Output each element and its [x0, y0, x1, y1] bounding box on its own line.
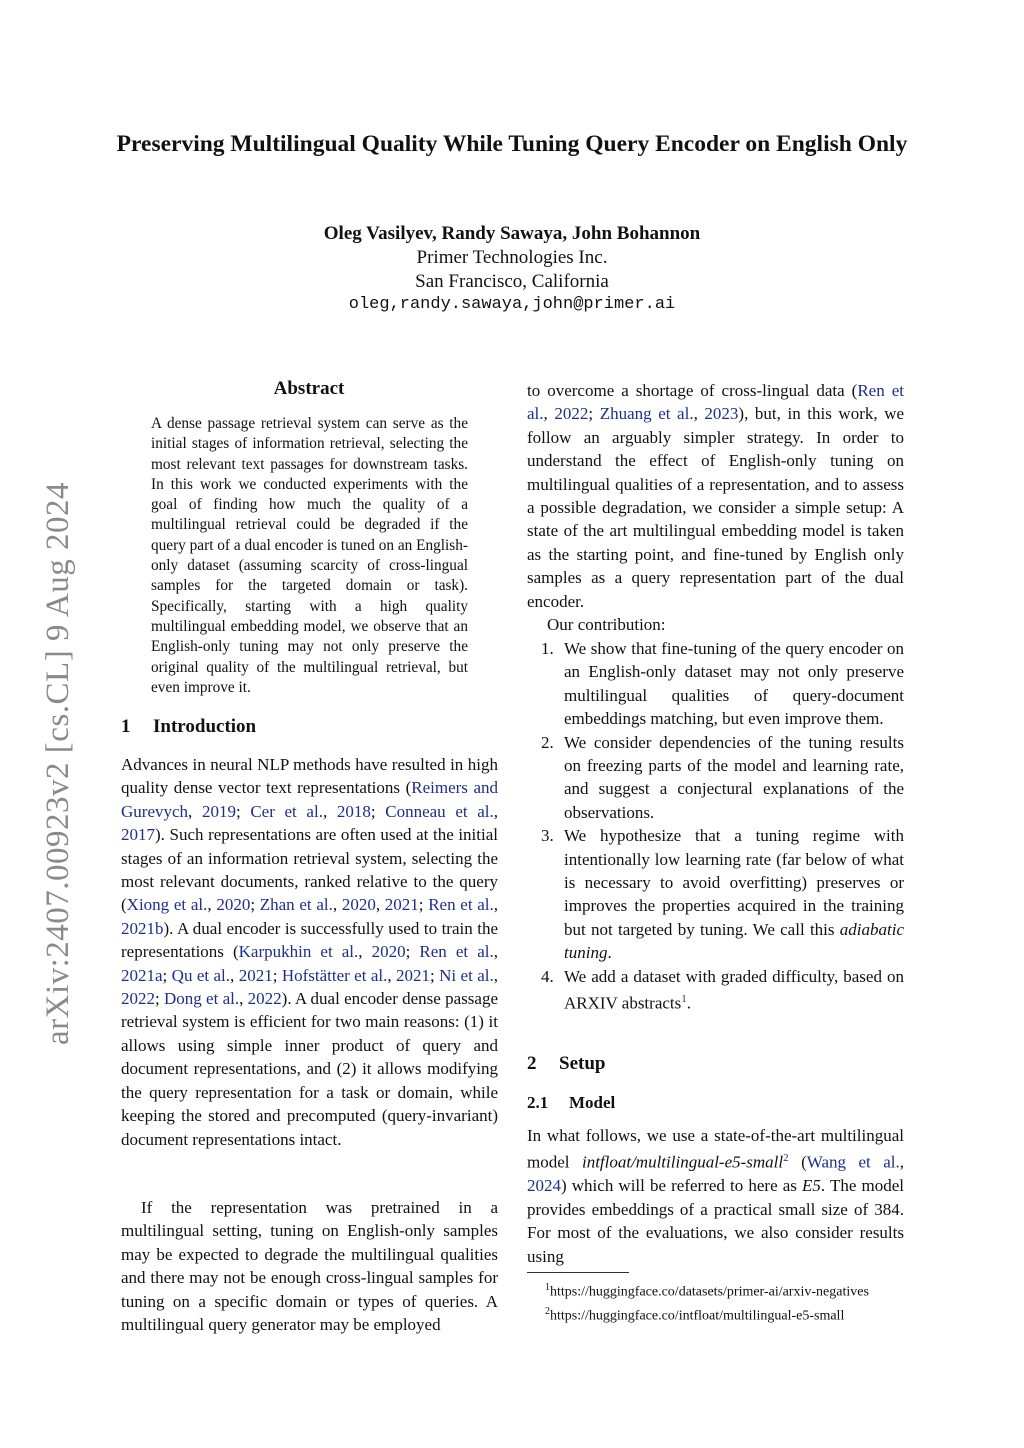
citation[interactable]: Qu et al. — [171, 965, 231, 985]
citation[interactable]: Zhan et al. — [259, 895, 333, 915]
list-item: 2. We consider dependencies of the tuning results on freezing parts of the model and learning rate, and suggest a conjectural explanations of the observations. — [541, 732, 904, 822]
section-number: 1 — [121, 716, 131, 737]
footnote-2: $^2$https://huggingface.co/intfloat/multilingual-e5-small — [545, 1305, 845, 1324]
footnotes — [527, 1278, 904, 1325]
contribution-lead: Our contribution: — [547, 615, 666, 634]
footnote-marker[interactable]: 1 — [681, 993, 687, 1006]
citation[interactable]: Wang et al. — [806, 1153, 900, 1173]
citation[interactable]: Karpukhin et al. — [238, 942, 359, 962]
list-item: 4. We add a dataset with graded difficulty, based on ARXIV abstracts$^1$. — [541, 966, 904, 1013]
footnote-divider — [527, 1272, 629, 1273]
list-item: 1. We show that fine-tuning of the query encoder on an English-only dataset may not only preserve multilingual qualities of query-document embeddings matching, but even improve them. — [541, 639, 904, 729]
location: San Francisco, California — [415, 271, 609, 292]
author-list: Oleg Vasilyev, Randy Sawaya, John Bohannon — [323, 223, 701, 244]
model-paragraph: In what follows, we use a state-of-the-art multilingual model intfloat/multilingual-e5-small$^2$ (Wang et al., 2024) which will be referred to here as E5. The model provides embeddings of a practical small size of 384. For most of the evaluations, we also consider results using — [527, 1126, 904, 1266]
citation[interactable]: Xiong et al. — [126, 895, 208, 915]
setup-heading: 2 Setup — [527, 1053, 606, 1074]
arxiv-identifier[interactable]: arXiv:2407.00923v2 [cs.CL] 9 Aug 2024 — [40, 482, 76, 1045]
citation[interactable]: Hofstätter et al. — [281, 965, 388, 985]
abstract-heading: Abstract — [273, 378, 345, 399]
citation[interactable]: Conneau et al. — [385, 801, 494, 821]
affiliation: Primer Technologies Inc. — [416, 247, 608, 268]
paper-title: Preserving Multilingual Quality While Tuning Query Encoder on English Only — [116, 131, 908, 157]
citation[interactable]: Ni et al. — [439, 965, 494, 985]
citation[interactable]: Dong et al. — [164, 989, 240, 1009]
abstract-text: A dense passage retrieval system can serve as the initial stages of information retrieval, selecting the most relevant text passages for downstream tasks. In this work we conducted experiments with the goal of finding how much the quality of a multilingual retrieval could be degraded if the query part of a dual encoder is tuned on an English-only dataset (assuming scarcity of cross-lingual samples for the targeted domain or task). Specifically, starting with a high quality multilingual embedding model, we observe that an English-only tuning may not only preserve the original quality of the multilingual retrieval, but even improve it. — [151, 415, 468, 696]
citation[interactable]: Zhuang et al. — [599, 404, 694, 424]
section-title: Introduction — [153, 716, 257, 737]
subsection-title: Model — [569, 1093, 616, 1112]
author-email[interactable]: oleg,randy.sawaya,john@primer.ai — [348, 295, 676, 314]
citation[interactable]: Ren et al. — [428, 895, 494, 915]
citation[interactable]: Reimers and Gurevych — [121, 778, 498, 821]
contribution-list — [527, 637, 904, 1015]
model-subheading: 2.1 Model — [527, 1093, 616, 1112]
citation[interactable]: Ren et al. — [527, 381, 904, 424]
list-item: 3. We hypothesize that a tuning regime with intentionally low learning rate (far below of what is necessary to avoid overfitting) preserves or improves the properties acquired in the training but not targeted by tuning. We call this adiabatic tuning. — [541, 826, 904, 963]
intro-paragraph-2: If the representation was pretrained in a multilingual setting, tuning on English-only samples may be expected to degrade the multilingual qualities and there may not be enough cross-lingual samples for tuning on a specific domain or types of queries. A multilingual query generator may be employed — [121, 1198, 498, 1335]
footnote-marker[interactable]: 2 — [783, 1152, 789, 1165]
citation[interactable]: Ren et al. — [419, 942, 494, 962]
intro-heading — [121, 716, 498, 738]
right-paragraph-1: to overcome a shortage of cross-lingual data (Ren et al., 2022; Zhuang et al., 2023), but, in this work, we follow an arguably simpler strategy. In order to understand the effect of English-only tuning on multilingual qualities of a representation, and to assess a possible degradation, we consider a simple setup: A state of the art multilingual embedding model is taken as the starting point, and fine-tuned by English only samples as a query representation part of the dual encoder. — [527, 381, 905, 611]
footnote-1: $^1$https://huggingface.co/datasets/primer-ai/arxiv-negatives — [545, 1282, 869, 1300]
intro-paragraph-1: Advances in neural NLP methods have resulted in high quality dense vector text representations (Reimers and Gurevych, 2019; Cer et al., 2018; Conneau et al., 2017). Such representations are often used at the initial stages of an information retrieval system, selecting the most relevant documents, ranked relative to the query (Xiong et al., 2020; Zhan et al., 2020, 2021; Ren et al., 2021b). A dual encoder is successfully used to train the representations (Karpukhin et al., 2020; Ren et al., 2021a; Qu et al., 2021; Hofstätter et al., 2021; Ni et al., 2022; Dong et al., 2022). A dual encoder dense passage retrieval system is efficient for two main reasons: (1) it allows using simple inner product of query and document representations, and (2) it allows modifying the query representation for a task or domain, while keeping the stored and precomputed (query-invariant) document representations intact. — [121, 755, 499, 1149]
citation[interactable]: Cer et al. — [250, 801, 323, 821]
section-title: Setup — [559, 1053, 606, 1074]
